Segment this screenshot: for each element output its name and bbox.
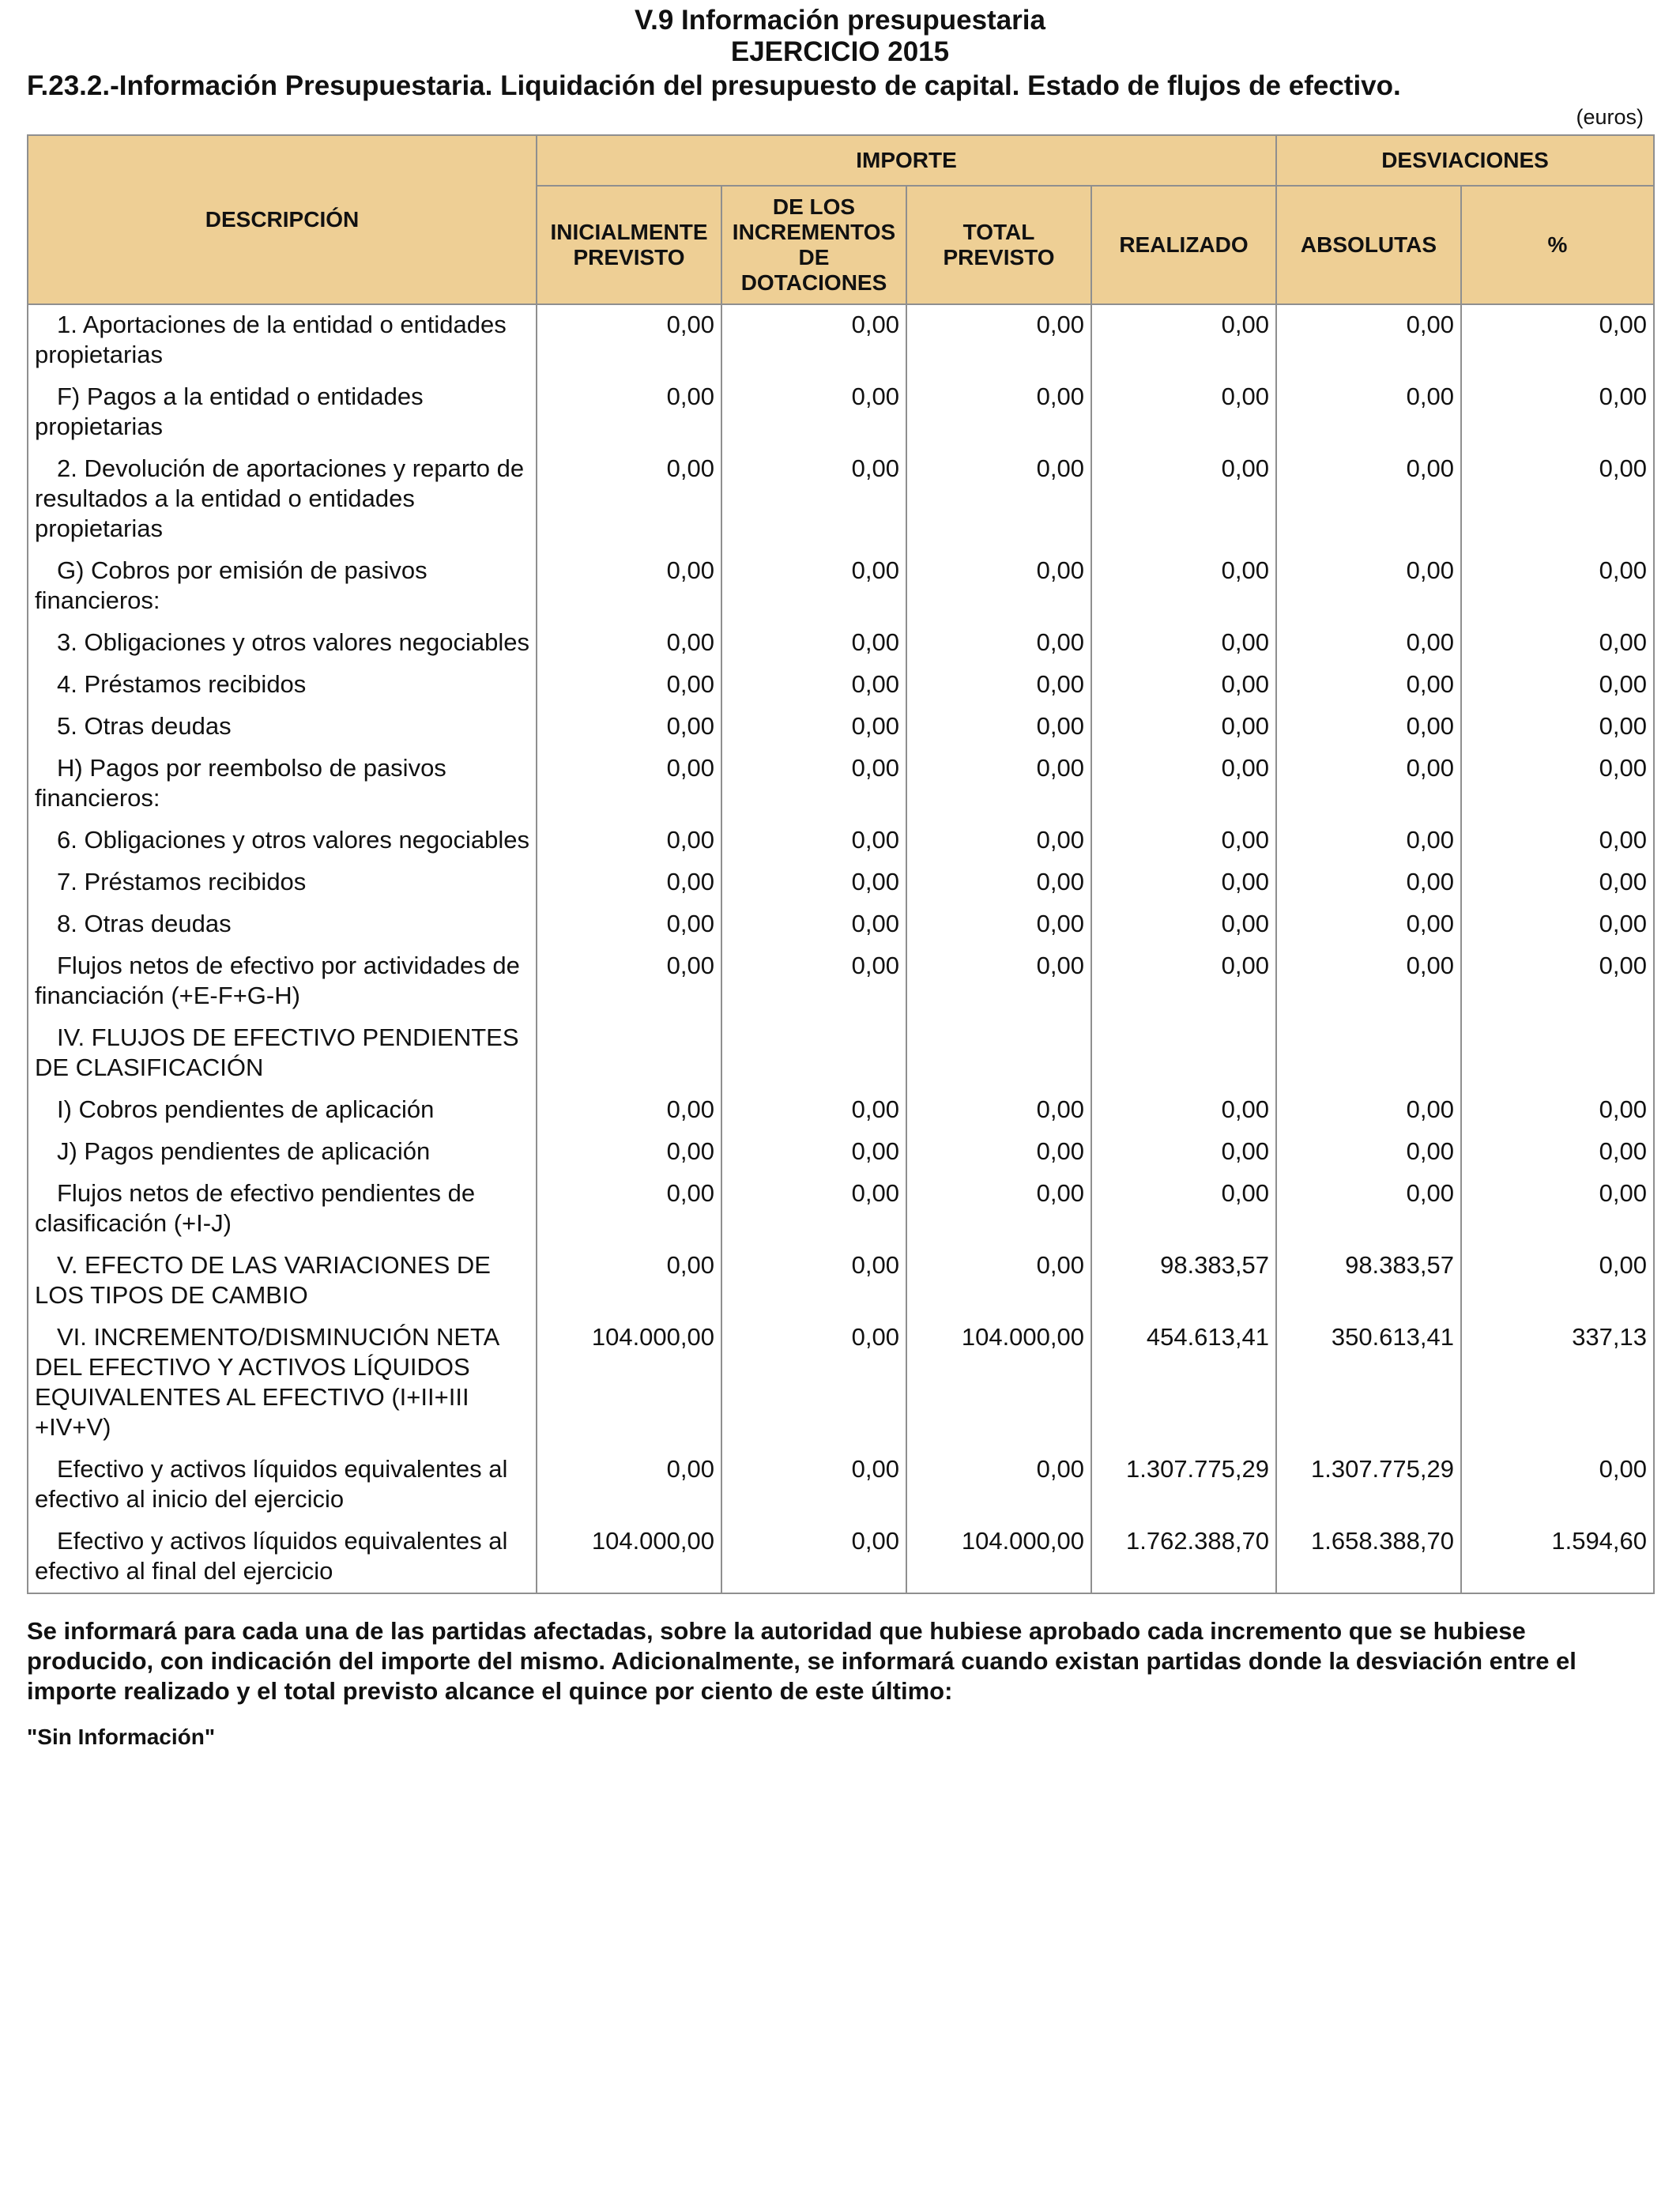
row-value: 0,00 — [721, 1449, 906, 1521]
row-value: 0,00 — [721, 1318, 906, 1449]
row-value: 0,00 — [1461, 665, 1654, 707]
row-value: 0,00 — [1461, 707, 1654, 748]
row-value: 0,00 — [721, 623, 906, 665]
row-value: 104.000,00 — [906, 1318, 1091, 1449]
row-value: 0,00 — [1276, 665, 1461, 707]
table-row — [28, 1018, 1654, 1090]
table-row — [28, 707, 1654, 748]
row-value: 0,00 — [537, 551, 721, 623]
row-description — [28, 1521, 537, 1593]
row-value: 0,00 — [537, 665, 721, 707]
row-value: 0,00 — [537, 304, 721, 377]
row-description-text: J) Pagos pendientes de aplicación — [57, 1137, 431, 1165]
row-value: 0,00 — [537, 1174, 721, 1246]
row-value: 0,00 — [537, 862, 721, 904]
row-value: 0,00 — [906, 551, 1091, 623]
header-inicialmente-previsto: INICIALMENTE PREVISTO — [537, 186, 721, 304]
header-incrementos-dotaciones: DE LOS INCREMENTOS DE DOTACIONES — [721, 186, 906, 304]
row-description-text: V. EFECTO DE LAS VARIACIONES DE LOS TIPOS DE CAMBIO — [35, 1251, 491, 1309]
row-value: 0,00 — [1461, 820, 1654, 862]
table-row — [28, 748, 1654, 820]
row-value: 104.000,00 — [906, 1521, 1091, 1593]
row-description — [28, 1318, 537, 1449]
row-description — [28, 665, 537, 707]
row-value: 0,00 — [1091, 665, 1276, 707]
row-value: 0,00 — [537, 623, 721, 665]
row-value: 0,00 — [1461, 862, 1654, 904]
row-value — [537, 1018, 721, 1090]
row-description-text: 4. Préstamos recibidos — [57, 670, 307, 698]
row-description — [28, 904, 537, 946]
row-value: 0,00 — [906, 304, 1091, 377]
row-description-text: IV. FLUJOS DE EFECTIVO PENDIENTES DE CLASIFICACIÓN — [35, 1023, 519, 1081]
row-value: 0,00 — [537, 1449, 721, 1521]
row-description-text: I) Cobros pendientes de aplicación — [57, 1095, 435, 1123]
row-value: 0,00 — [1091, 304, 1276, 377]
row-description-text: Efectivo y activos líquidos equivalentes al efectivo al final del ejercicio — [35, 1527, 508, 1585]
row-description — [28, 551, 537, 623]
row-value: 0,00 — [1091, 449, 1276, 551]
table-row — [28, 1449, 1654, 1521]
row-value: 0,00 — [721, 377, 906, 449]
row-value: 1.307.775,29 — [1091, 1449, 1276, 1521]
row-value: 0,00 — [1461, 1174, 1654, 1246]
row-description — [28, 946, 537, 1018]
table-row — [28, 904, 1654, 946]
row-value: 0,00 — [1276, 1090, 1461, 1132]
row-value: 0,00 — [906, 748, 1091, 820]
row-value — [1276, 1018, 1461, 1090]
units-label: (euros) — [1576, 105, 1644, 129]
row-value: 0,00 — [537, 449, 721, 551]
row-value: 0,00 — [721, 707, 906, 748]
row-description — [28, 449, 537, 551]
row-value: 0,00 — [906, 1246, 1091, 1318]
row-value: 0,00 — [1461, 551, 1654, 623]
table-row — [28, 1090, 1654, 1132]
header-total-previsto: TOTAL PREVISTO — [906, 186, 1091, 304]
row-value: 0,00 — [1276, 449, 1461, 551]
row-description-text: G) Cobros por emisión de pasivos financieros: — [35, 556, 428, 614]
row-value: 1.307.775,29 — [1276, 1449, 1461, 1521]
row-value: 0,00 — [1461, 946, 1654, 1018]
row-value: 0,00 — [1276, 623, 1461, 665]
row-value: 0,00 — [537, 946, 721, 1018]
row-value: 0,00 — [1091, 551, 1276, 623]
row-value: 1.762.388,70 — [1091, 1521, 1276, 1593]
row-value: 98.383,57 — [1276, 1246, 1461, 1318]
row-description-text: Flujos netos de efectivo pendientes de clasificación (+I-J) — [35, 1179, 476, 1237]
section-title: V.9 Información presupuestaria — [635, 5, 1045, 36]
row-description — [28, 1174, 537, 1246]
table-row — [28, 1132, 1654, 1174]
header-group-importe: IMPORTE — [537, 135, 1276, 186]
row-value: 0,00 — [1276, 377, 1461, 449]
row-description — [28, 862, 537, 904]
row-value: 0,00 — [1091, 820, 1276, 862]
row-value: 0,00 — [906, 946, 1091, 1018]
row-value: 0,00 — [906, 820, 1091, 862]
row-value: 0,00 — [906, 1132, 1091, 1174]
row-description-text: Flujos netos de efectivo por actividades de financiación (+E-F+G-H) — [35, 952, 520, 1009]
row-description-text: H) Pagos por reembolso de pasivos financieros: — [35, 754, 446, 812]
row-value: 0,00 — [537, 1090, 721, 1132]
row-description-text: Efectivo y activos líquidos equivalentes al efectivo al inicio del ejercicio — [35, 1455, 508, 1513]
row-description — [28, 1132, 537, 1174]
row-value: 0,00 — [1091, 904, 1276, 946]
row-value: 0,00 — [1461, 1449, 1654, 1521]
row-value: 0,00 — [1091, 623, 1276, 665]
report-subtitle: F.23.2.-Información Presupuestaria. Liquidación del presupuesto de capital. Estado de flujos de efectivo. — [27, 70, 1401, 101]
row-description-text: 2. Devolución de aportaciones y reparto de resultados a la entidad o entidades propietarias — [35, 454, 525, 542]
row-value: 0,00 — [1461, 377, 1654, 449]
row-value — [721, 1018, 906, 1090]
row-value: 0,00 — [1091, 1090, 1276, 1132]
table-row — [28, 551, 1654, 623]
row-description — [28, 748, 537, 820]
row-value: 0,00 — [1091, 748, 1276, 820]
row-value: 0,00 — [1276, 820, 1461, 862]
row-description-text: 8. Otras deudas — [57, 910, 232, 937]
row-description-text: 1. Aportaciones de la entidad o entidades propietarias — [35, 311, 507, 368]
row-value: 0,00 — [906, 665, 1091, 707]
row-value: 337,13 — [1461, 1318, 1654, 1449]
row-value: 0,00 — [906, 1174, 1091, 1246]
row-description — [28, 1090, 537, 1132]
row-value: 0,00 — [721, 946, 906, 1018]
row-value — [906, 1018, 1091, 1090]
row-value: 0,00 — [1461, 1090, 1654, 1132]
row-value: 0,00 — [906, 862, 1091, 904]
row-value: 0,00 — [721, 862, 906, 904]
row-value: 0,00 — [1276, 304, 1461, 377]
row-value: 0,00 — [1461, 623, 1654, 665]
footer-note: Se informará para cada una de las partidas afectadas, sobre la autoridad que hubiese aprobado cada incremento que se hubiese producido, con indicación del importe del mismo. Adicionalmente, se informará cuando existan partidas donde la desviación entre el importe realizado y el total previsto alcance el quince por ciento de este último: — [27, 1617, 1576, 1705]
table-row — [28, 1246, 1654, 1318]
exercise-title: EJERCICIO 2015 — [730, 36, 950, 67]
table-row — [28, 449, 1654, 551]
row-value: 0,00 — [1276, 1174, 1461, 1246]
row-description — [28, 820, 537, 862]
row-value: 0,00 — [721, 1246, 906, 1318]
row-value: 0,00 — [721, 1521, 906, 1593]
row-value: 0,00 — [906, 1090, 1091, 1132]
row-value: 0,00 — [1276, 1132, 1461, 1174]
row-value: 0,00 — [537, 377, 721, 449]
footer-info: "Sin Información" — [27, 1725, 216, 1749]
row-value: 0,00 — [1461, 748, 1654, 820]
row-value: 0,00 — [721, 1132, 906, 1174]
table-row — [28, 377, 1654, 449]
row-value: 104.000,00 — [537, 1521, 721, 1593]
row-value: 98.383,57 — [1091, 1246, 1276, 1318]
row-value: 1.658.388,70 — [1276, 1521, 1461, 1593]
row-value: 0,00 — [906, 904, 1091, 946]
row-description — [28, 1246, 537, 1318]
table-row — [28, 946, 1654, 1018]
document-page — [27, 0, 1653, 1751]
row-description — [28, 304, 537, 377]
row-value: 0,00 — [1276, 551, 1461, 623]
row-value: 0,00 — [1091, 707, 1276, 748]
row-value: 0,00 — [1091, 1132, 1276, 1174]
row-value: 0,00 — [721, 449, 906, 551]
row-value: 0,00 — [1461, 1132, 1654, 1174]
row-description — [28, 1449, 537, 1521]
row-value: 0,00 — [1276, 946, 1461, 1018]
row-value: 0,00 — [906, 377, 1091, 449]
table-row — [28, 1174, 1654, 1246]
row-value: 0,00 — [537, 1246, 721, 1318]
table-row — [28, 304, 1654, 377]
row-description-text: F) Pagos a la entidad o entidades propietarias — [35, 383, 424, 440]
row-value: 0,00 — [1461, 904, 1654, 946]
row-value: 454.613,41 — [1091, 1318, 1276, 1449]
row-description — [28, 377, 537, 449]
header-group-desviaciones: DESVIACIONES — [1276, 135, 1654, 186]
row-value: 0,00 — [721, 665, 906, 707]
row-value: 0,00 — [537, 1132, 721, 1174]
row-value: 1.594,60 — [1461, 1521, 1654, 1593]
row-value: 350.613,41 — [1276, 1318, 1461, 1449]
row-value: 0,00 — [1276, 707, 1461, 748]
row-value: 0,00 — [537, 820, 721, 862]
row-value: 0,00 — [721, 1090, 906, 1132]
row-value: 0,00 — [1461, 304, 1654, 377]
header-percent: % — [1461, 186, 1654, 304]
table-row — [28, 1521, 1654, 1593]
table-row — [28, 862, 1654, 904]
row-value: 0,00 — [1091, 862, 1276, 904]
header-descripcion: DESCRIPCIÓN — [28, 135, 537, 304]
row-value: 0,00 — [906, 623, 1091, 665]
row-value: 0,00 — [721, 1174, 906, 1246]
header-realizado: REALIZADO — [1091, 186, 1276, 304]
row-value: 0,00 — [1461, 449, 1654, 551]
row-value: 0,00 — [906, 707, 1091, 748]
row-value: 0,00 — [1091, 946, 1276, 1018]
row-description-text: VI. INCREMENTO/DISMINUCIÓN NETA DEL EFECTIVO Y ACTIVOS LÍQUIDOS EQUIVALENTES AL EFECTIVO (I+II+III +IV+V) — [35, 1323, 499, 1441]
row-value: 0,00 — [906, 1449, 1091, 1521]
row-description — [28, 1018, 537, 1090]
row-value: 0,00 — [1276, 904, 1461, 946]
row-value: 0,00 — [537, 707, 721, 748]
row-value — [1461, 1018, 1654, 1090]
row-value: 0,00 — [906, 449, 1091, 551]
row-value: 0,00 — [721, 820, 906, 862]
row-description-text: 7. Préstamos recibidos — [57, 868, 307, 895]
row-value: 0,00 — [1091, 377, 1276, 449]
table-row — [28, 1318, 1654, 1449]
row-value: 0,00 — [1461, 1246, 1654, 1318]
table-row — [28, 820, 1654, 862]
row-description-text: 6. Obligaciones y otros valores negociables — [57, 826, 529, 854]
header-absolutas: ABSOLUTAS — [1276, 186, 1461, 304]
row-value: 0,00 — [721, 304, 906, 377]
row-value: 0,00 — [721, 748, 906, 820]
row-value: 0,00 — [721, 904, 906, 946]
row-value — [1091, 1018, 1276, 1090]
row-value: 104.000,00 — [537, 1318, 721, 1449]
row-value: 0,00 — [721, 551, 906, 623]
table-row — [28, 623, 1654, 665]
row-description-text: 3. Obligaciones y otros valores negociables — [57, 628, 529, 656]
row-description — [28, 707, 537, 748]
row-value: 0,00 — [537, 748, 721, 820]
row-value: 0,00 — [1276, 748, 1461, 820]
row-description-text: 5. Otras deudas — [57, 712, 232, 740]
row-value: 0,00 — [537, 904, 721, 946]
row-value: 0,00 — [1091, 1174, 1276, 1246]
row-description — [28, 623, 537, 665]
row-value: 0,00 — [1276, 862, 1461, 904]
cash-flow-table — [27, 134, 1655, 1594]
table-row — [28, 665, 1654, 707]
